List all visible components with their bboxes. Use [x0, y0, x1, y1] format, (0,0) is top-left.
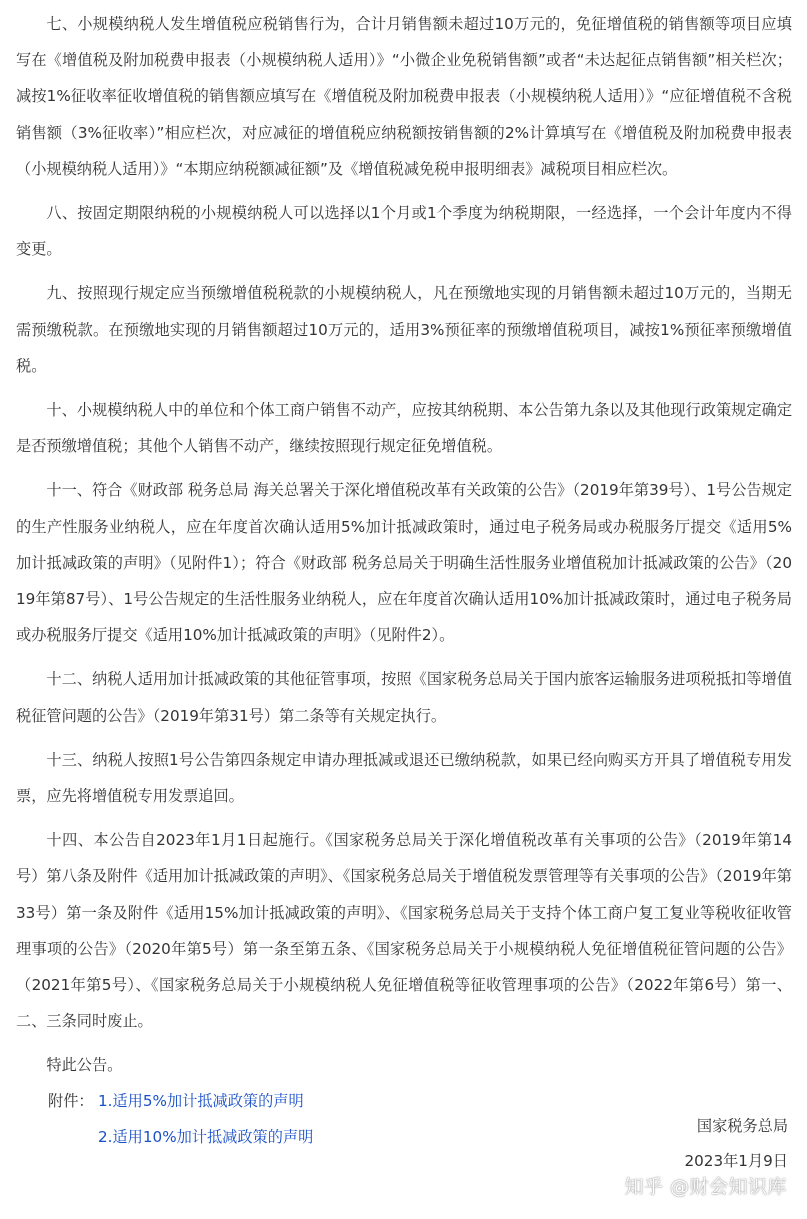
attachment-row-1 [16, 1083, 792, 1119]
paragraph-14: 十四、本公告自2023年1月1日起施行。《国家税务总局关于深化增值税改革有关事项的公告》（2019年第14号）第八条及附件《适用加计抵减政策的声明》、《国家税务总局关于增值税发票管理等有关事项的公告》（2019年第33号）第一条及附件《适用15%加计抵减政策的声明》、《国家税务总局关于支持个体工商户复工复业等税收征收管理事项的公告》（2020年第5号）第一条至第五条、《国家税务总局关于小规模纳税人免征增值税征管问题的公告》（2021年第5号）、《国家税务总局关于小规模纳税人免征增值税等征收管理事项的公告》（2022年第6号）第一、二、三条同时废止。 [16, 831, 792, 1031]
paragraph-9: 九、按照现行规定应当预缴增值税税款的小规模纳税人，凡在预缴地实现的月销售额未超过10万元的，当期无需预缴税款。在预缴地实现的月销售额超过10万元的，适用3%预征率的预缴增值税项目，减按1%预征率预缴增值税。 [16, 284, 792, 375]
issuer-signature: 国家税务总局 [696, 1117, 788, 1135]
issue-date: 2023年1月9日 [684, 1152, 788, 1170]
paragraph-7: 七、小规模纳税人发生增值税应税销售行为，合计月销售额未超过10万元的，免征增值税的销售额等项目应填写在《增值税及附加税费申报表（小规模纳税人适用）》“小微企业免税销售额”或者“未达起征点销售额”相关栏次；减按1%征收率征收增值税的销售额应填写在《增值税及附加税费申报表（小规模纳税人适用）》“应征增值税不含税销售额（3%征收率）”相应栏次，对应减征的增值税应纳税额按销售额的2%计算填写在《增值税及附加税费申报表（小规模纳税人适用）》“本期应纳税额减征额”及《增值税减免税申报明细表》减税项目相应栏次。 [16, 15, 792, 178]
paragraph-8: 八、按固定期限纳税的小规模纳税人可以选择以1个月或1个季度为纳税期限，一经选择，一个会计年度内不得变更。 [16, 204, 792, 259]
attachment-row-2 [16, 1119, 792, 1155]
paragraph-11: 十一、符合《财政部 税务总局 海关总署关于深化增值税改革有关政策的公告》（2019年第39号）、1号公告规定的生产性服务业纳税人，应在年度首次确认适用5%加计抵减政策时，通过电子税务局或办税服务厅提交《适用5%加计抵减政策的声明》（见附件1）；符合《财政部 税务总局关于明确生活性服务业增值税加计抵减政策的公告》（2019年第87号）、1号公告规定的生活性服务业纳税人，应在年度首次确认适用10%加计抵减政策时，通过电子税务局或办税服务厅提交《适用10%加计抵减政策的声明》（见附件2）。 [16, 481, 792, 645]
attachment-link-1[interactable]: 1.适用5%加计抵减政策的声明 [98, 1092, 304, 1111]
paragraph-10: 十、小规模纳税人中的单位和个体工商户销售不动产，应按其纳税期、本公告第九条以及其他现行政策规定确定是否预缴增值税；其他个人销售不动产，继续按照现行规定征免增值税。 [16, 401, 792, 456]
document-body [16, 6, 792, 1155]
watermark: 知乎 @财会知识库 [624, 1176, 787, 1198]
attachment-link-2[interactable]: 2.适用10%加计抵减政策的声明 [98, 1128, 314, 1147]
closing-statement: 特此公告。 [46, 1056, 123, 1075]
paragraph-13: 十三、纳税人按照1号公告第四条规定申请办理抵减或退还已缴纳税款，如果已经向购买方开具了增值税专用发票，应先将增值税专用发票追回。 [16, 750, 792, 806]
paragraph-12: 十二、纳税人适用加计抵减政策的其他征管事项，按照《国家税务总局关于国内旅客运输服务进项税抵扣等增值税征管问题的公告》（2019年第31号）第二条等有关规定执行。 [16, 670, 792, 725]
attachment-label: 附件： [48, 1092, 94, 1111]
